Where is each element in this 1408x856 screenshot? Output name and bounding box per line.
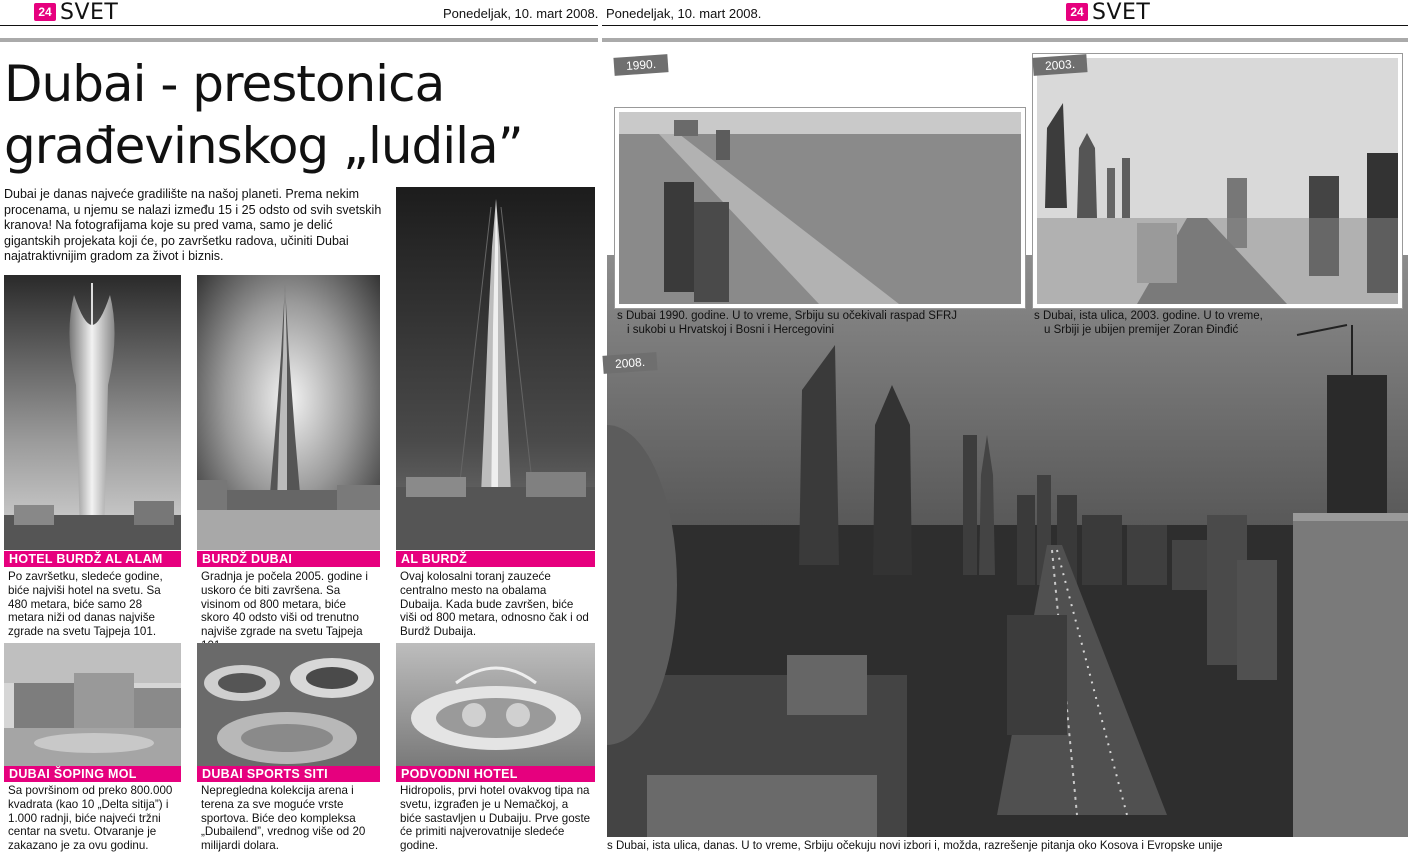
photo-dubai-soping-mol xyxy=(4,643,181,766)
year-tag-1990: 1990. xyxy=(613,54,668,76)
desc-al-burdz: Ovaj kolosalni toranj zauzeće centralno mesto na obalama Dubaija. Kada bude završen, biće viši od 800 metara, odnosno čak i od Burdž Dubaija. xyxy=(400,570,589,639)
grey-bar-right xyxy=(602,38,1408,42)
caption-2003-line2: u Srbiji je ubijen premijer Zoran Đinđić xyxy=(1044,324,1239,336)
photo-dubai-2003 xyxy=(1033,54,1402,308)
grey-bar-left xyxy=(0,38,598,42)
caption-2008: s Dubai, ista ulica, danas. U to vreme, Srbiju očekuju novi izbori i, možda, razrešenje pitanja oko Kosova i Evropske unije xyxy=(607,840,1223,852)
year-tag-2003: 2003. xyxy=(1032,54,1087,76)
caption-1990-line1: s Dubai 1990. godine. U to vreme, Srbiju su očekivali raspad SFRJ xyxy=(617,310,958,322)
caption-hotel-burdz-al-alam: HOTEL BURDŽ AL ALAM xyxy=(4,551,181,567)
article-intro: Dubai je danas najveće gradilište na našoj planeti. Prema nekim procenama, u njemu se nalazi između 15 i 25 odsto od svih svetskih kranova! Na fotografijama koje su pred vama, samo je delić gigantskih projekata koji će, po završetku radova, učiniti Dubai najatraktivnijim gradom za život i biznis. xyxy=(4,187,382,263)
section-title-right: SVET xyxy=(1092,0,1151,25)
caption-burdz-dubai: BURDŽ DUBAI xyxy=(197,551,380,567)
caption-al-burdz: AL BURDŽ xyxy=(396,551,595,567)
desc-hotel-burdz-al-alam: Po završetku, sledeće godine, biće najviši hotel na svetu. Sa 480 metara, biće samo 28 metara niži od danas najviše zgrade na svetu Tajpeja 101. xyxy=(8,570,163,639)
page-date-left: Ponedeljak, 10. mart 2008. xyxy=(443,6,599,21)
page-date-right: Ponedeljak, 10. mart 2008. xyxy=(606,6,762,21)
photo-al-burdz xyxy=(396,187,595,550)
caption-dubai-sports-siti: DUBAI SPORTS SITI xyxy=(197,766,380,782)
photo-dubai-2008 xyxy=(607,255,1408,837)
photo-dubai-sports-siti xyxy=(197,643,380,766)
caption-podvodni-hotel: PODVODNI HOTEL xyxy=(396,766,595,782)
photo-burdz-dubai xyxy=(197,275,380,550)
caption-1990-line2: i sukobi u Hrvatskoj i Bosni i Hercegovini xyxy=(627,324,835,336)
article-title-line1: Dubai - prestonica xyxy=(4,55,445,113)
caption-2003-line1: s Dubai, ista ulica, 2003. godine. U to vreme, xyxy=(1034,310,1263,322)
desc-burdz-dubai: Gradnja je počela 2005. godine i uskoro će biti završena. Sa visinom od 800 metara, biće skoro 40 odsto viši od trenutno najviše zgrade na svetu Tajpeja xyxy=(201,570,368,639)
logo-24: 24 xyxy=(34,3,56,21)
photo-hotel-burdz-al-alam xyxy=(4,275,181,550)
article-title-line2: građevinskog „ludila” xyxy=(4,117,523,175)
section-title-left: SVET xyxy=(60,0,119,25)
header-rule-left xyxy=(0,25,598,26)
photo-podvodni-hotel xyxy=(396,643,595,766)
desc-podvodni-hotel: Hidropolis, prvi hotel ovakvog tipa na svetu, izgrađen je u Nemačkoj, a biće sastavljen u Dubaiju. Prve goste će primiti najverovatnije sledeće godine. xyxy=(400,784,591,853)
desc-dubai-soping-mol: Sa površinom od preko 800.000 kvadrata (kao 10 „Delta sitija”) i 1.000 radnji, biće najveći tržni centar na svetu. Otvaranje je zakazano je za ovu godinu. xyxy=(8,784,173,853)
caption-dubai-soping-mol: DUBAI ŠOPING MOL xyxy=(4,766,181,782)
photo-dubai-1990 xyxy=(615,108,1025,308)
desc-dubai-sports-siti: Nepregledna kolekcija arena i terena za sve moguće vrste sportova. Biće deo kompleksa „Dubailend”, vrednog više od 20 milijardi dolara. xyxy=(201,784,366,853)
year-tag-2008: 2008. xyxy=(602,352,657,374)
header-rule-right xyxy=(602,25,1408,26)
logo-24-right: 24 xyxy=(1066,3,1088,21)
